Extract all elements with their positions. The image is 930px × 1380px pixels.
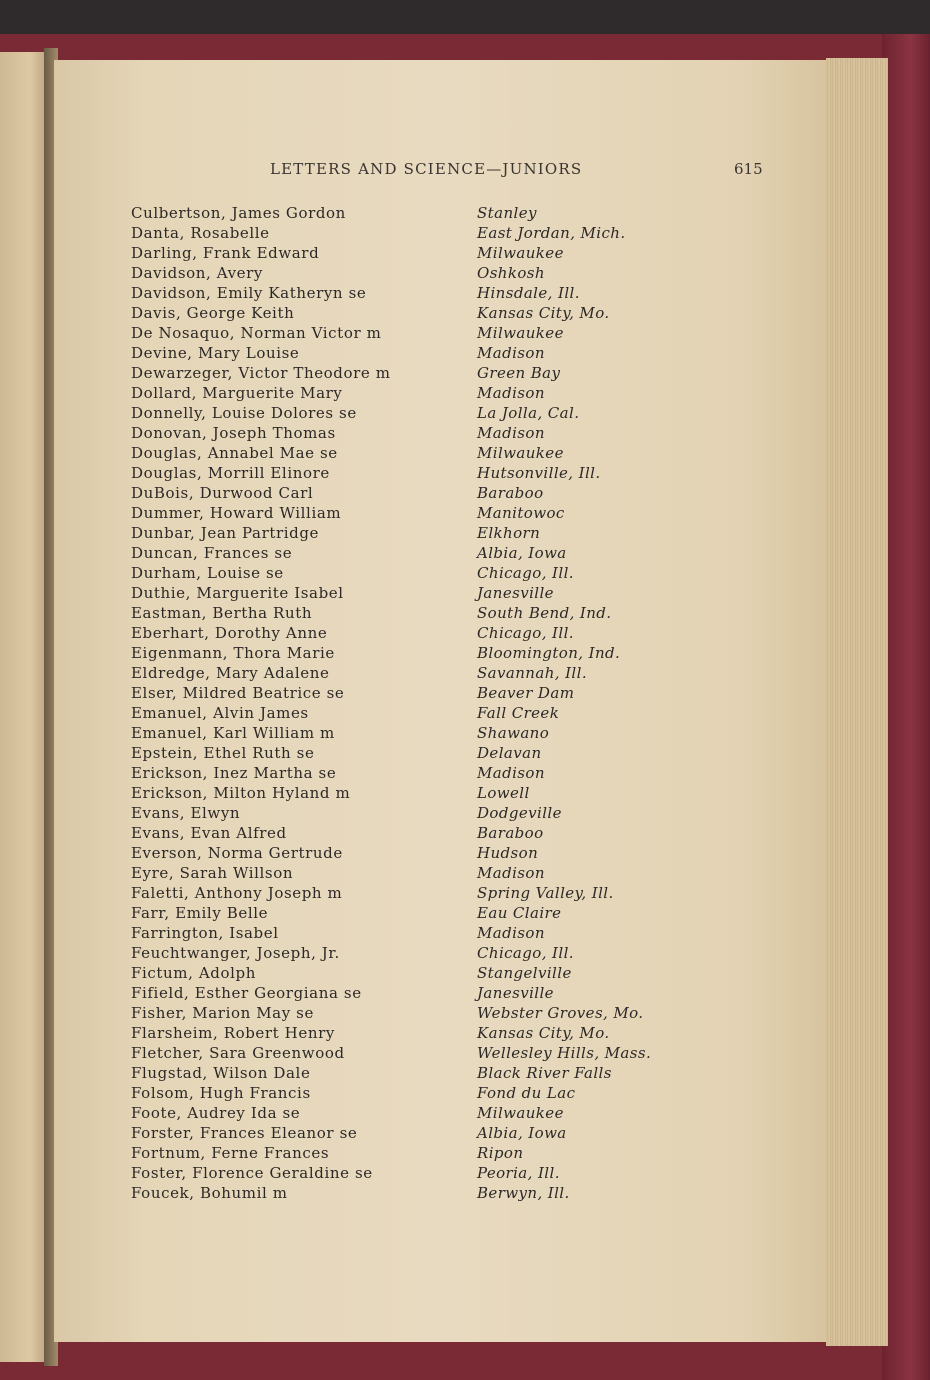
student-row	[131, 903, 691, 923]
student-name: Dunbar, Jean Partridge	[131, 524, 320, 542]
student-hometown: Albia, Iowa	[477, 544, 567, 562]
page-number: 615	[734, 160, 763, 178]
student-hometown: Bloomington, Ind.	[477, 644, 621, 662]
student-hometown: Fall Creek	[477, 704, 560, 722]
student-name: Eberhart, Dorothy Anne	[131, 624, 328, 642]
student-hometown: Elkhorn	[477, 524, 541, 542]
student-name: Emanuel, Karl William m	[131, 724, 335, 742]
student-name: Foote, Audrey Ida se	[131, 1104, 301, 1122]
student-name: Emanuel, Alvin James	[131, 704, 309, 722]
student-row	[131, 1003, 691, 1023]
student-hometown: Milwaukee	[477, 444, 564, 462]
student-row	[131, 863, 691, 883]
student-hometown: Lowell	[477, 784, 530, 802]
student-row	[131, 223, 691, 243]
student-hometown: Janesville	[477, 584, 554, 602]
student-name: Davidson, Avery	[131, 264, 263, 282]
student-hometown: Madison	[477, 764, 545, 782]
student-name: Eyre, Sarah Willson	[131, 864, 294, 882]
facing-page-edge	[0, 52, 50, 1362]
student-row	[131, 983, 691, 1003]
student-name: Eigenmann, Thora Marie	[131, 644, 335, 662]
student-row	[131, 543, 691, 563]
student-name: Douglas, Annabel Mae se	[131, 444, 338, 462]
student-name: Donnelly, Louise Dolores se	[131, 404, 357, 422]
student-name: Evans, Evan Alfred	[131, 824, 287, 842]
student-name: Forster, Frances Eleanor se	[131, 1124, 358, 1142]
student-hometown: Stangelville	[477, 964, 572, 982]
student-name: Eldredge, Mary Adalene	[131, 664, 330, 682]
student-name: Foster, Florence Geraldine se	[131, 1164, 373, 1182]
student-row	[131, 443, 691, 463]
student-name: Elser, Mildred Beatrice se	[131, 684, 345, 702]
student-hometown: Berwyn, Ill.	[477, 1184, 570, 1202]
student-name: DuBois, Durwood Carl	[131, 484, 314, 502]
student-hometown: Albia, Iowa	[477, 1124, 567, 1142]
student-hometown: Kansas City, Mo.	[477, 304, 610, 322]
student-row	[131, 683, 691, 703]
student-name: Durham, Louise se	[131, 564, 284, 582]
student-hometown: Green Bay	[477, 364, 561, 382]
student-hometown: Milwaukee	[477, 1104, 564, 1122]
student-name: Dollard, Marguerite Mary	[131, 384, 343, 402]
student-hometown: La Jolla, Cal.	[477, 404, 580, 422]
student-hometown: Peoria, Ill.	[477, 1164, 560, 1182]
student-hometown: Baraboo	[477, 484, 544, 502]
student-name: Flugstad, Wilson Dale	[131, 1064, 311, 1082]
student-hometown: Madison	[477, 424, 545, 442]
student-name: Davis, George Keith	[131, 304, 295, 322]
student-name: Erickson, Milton Hyland m	[131, 784, 351, 802]
student-row	[131, 843, 691, 863]
student-row	[131, 363, 691, 383]
student-row	[131, 423, 691, 443]
student-hometown: Spring Valley, Ill.	[477, 884, 614, 902]
student-hometown: Hinsdale, Ill.	[477, 284, 580, 302]
student-name: Danta, Rosabelle	[131, 224, 270, 242]
student-row	[131, 323, 691, 343]
student-name: Dummer, Howard William	[131, 504, 342, 522]
student-hometown: Hudson	[477, 844, 539, 862]
student-hometown: Madison	[477, 344, 545, 362]
student-hometown: Kansas City, Mo.	[477, 1024, 610, 1042]
student-hometown: Webster Groves, Mo.	[477, 1004, 644, 1022]
student-row	[131, 283, 691, 303]
student-hometown: Savannah, Ill.	[477, 664, 587, 682]
student-name: Eastman, Bertha Ruth	[131, 604, 313, 622]
student-row	[131, 1083, 691, 1103]
running-header: LETTERS AND SCIENCE—JUNIORS	[270, 160, 583, 178]
student-row	[131, 743, 691, 763]
student-row	[131, 663, 691, 683]
student-name: Farr, Emily Belle	[131, 904, 269, 922]
student-row	[131, 563, 691, 583]
student-hometown: Janesville	[477, 984, 554, 1002]
student-name: Folsom, Hugh Francis	[131, 1084, 311, 1102]
student-row	[131, 643, 691, 663]
student-row	[131, 1103, 691, 1123]
student-row	[131, 503, 691, 523]
student-row	[131, 823, 691, 843]
student-name: Foucek, Bohumil m	[131, 1184, 288, 1202]
student-hometown: Madison	[477, 384, 545, 402]
student-hometown: Black River Falls	[477, 1064, 612, 1082]
student-hometown: Stanley	[477, 204, 537, 222]
student-roster	[131, 203, 691, 1203]
student-name: Devine, Mary Louise	[131, 344, 300, 362]
student-hometown: Delavan	[477, 744, 542, 762]
student-hometown: Chicago, Ill.	[477, 944, 574, 962]
student-row	[131, 1123, 691, 1143]
student-row	[131, 703, 691, 723]
student-name: Fisher, Marion May se	[131, 1004, 314, 1022]
student-name: Fortnum, Ferne Frances	[131, 1144, 330, 1162]
student-hometown: Ripon	[477, 1144, 524, 1162]
student-row	[131, 343, 691, 363]
student-name: Farrington, Isabel	[131, 924, 279, 942]
student-row	[131, 1183, 691, 1203]
student-name: Donovan, Joseph Thomas	[131, 424, 336, 442]
student-hometown: Hutsonville, Ill.	[477, 464, 601, 482]
student-row	[131, 623, 691, 643]
student-row	[131, 943, 691, 963]
student-name: Darling, Frank Edward	[131, 244, 320, 262]
student-name: Epstein, Ethel Ruth se	[131, 744, 315, 762]
student-name: Erickson, Inez Martha se	[131, 764, 337, 782]
student-name: De Nosaquo, Norman Victor m	[131, 324, 382, 342]
student-row	[131, 383, 691, 403]
student-row	[131, 1143, 691, 1163]
student-row	[131, 263, 691, 283]
student-hometown: Fond du Lac	[477, 1084, 576, 1102]
student-name: Culbertson, James Gordon	[131, 204, 346, 222]
student-hometown: Manitowoc	[477, 504, 565, 522]
student-row	[131, 483, 691, 503]
student-hometown: Madison	[477, 924, 545, 942]
student-row	[131, 1023, 691, 1043]
student-hometown: Eau Claire	[477, 904, 562, 922]
student-name: Faletti, Anthony Joseph m	[131, 884, 343, 902]
student-row	[131, 203, 691, 223]
student-name: Everson, Norma Gertrude	[131, 844, 343, 862]
student-hometown: Chicago, Ill.	[477, 564, 574, 582]
student-hometown: Shawano	[477, 724, 550, 742]
student-name: Flarsheim, Robert Henry	[131, 1024, 335, 1042]
student-row	[131, 1043, 691, 1063]
student-name: Fletcher, Sara Greenwood	[131, 1044, 345, 1062]
student-name: Duncan, Frances se	[131, 544, 293, 562]
student-row	[131, 803, 691, 823]
student-hometown: Chicago, Ill.	[477, 624, 574, 642]
student-row	[131, 1063, 691, 1083]
student-row	[131, 1163, 691, 1183]
student-hometown: Beaver Dam	[477, 684, 575, 702]
student-row	[131, 403, 691, 423]
student-hometown: Madison	[477, 864, 545, 882]
student-hometown: South Bend, Ind.	[477, 604, 612, 622]
student-row	[131, 963, 691, 983]
student-row	[131, 303, 691, 323]
student-name: Duthie, Marguerite Isabel	[131, 584, 344, 602]
student-row	[131, 463, 691, 483]
student-hometown: East Jordan, Mich.	[477, 224, 626, 242]
student-row	[131, 603, 691, 623]
book-cover-edge	[882, 34, 930, 1380]
student-row	[131, 783, 691, 803]
student-hometown: Dodgeville	[477, 804, 562, 822]
student-name: Davidson, Emily Katheryn se	[131, 284, 367, 302]
student-row	[131, 243, 691, 263]
student-name: Douglas, Morrill Elinore	[131, 464, 330, 482]
student-row	[131, 723, 691, 743]
student-hometown: Milwaukee	[477, 324, 564, 342]
student-hometown: Milwaukee	[477, 244, 564, 262]
page-stack-edge	[826, 58, 888, 1346]
student-hometown: Baraboo	[477, 824, 544, 842]
student-hometown: Oshkosh	[477, 264, 545, 282]
student-row	[131, 583, 691, 603]
student-name: Dewarzeger, Victor Theodore m	[131, 364, 391, 382]
student-hometown: Wellesley Hills, Mass.	[477, 1044, 652, 1062]
student-name: Fifield, Esther Georgiana se	[131, 984, 362, 1002]
student-row	[131, 523, 691, 543]
student-row	[131, 763, 691, 783]
student-row	[131, 923, 691, 943]
student-name: Feuchtwanger, Joseph, Jr.	[131, 944, 340, 962]
student-name: Fictum, Adolph	[131, 964, 256, 982]
student-row	[131, 883, 691, 903]
student-name: Evans, Elwyn	[131, 804, 241, 822]
